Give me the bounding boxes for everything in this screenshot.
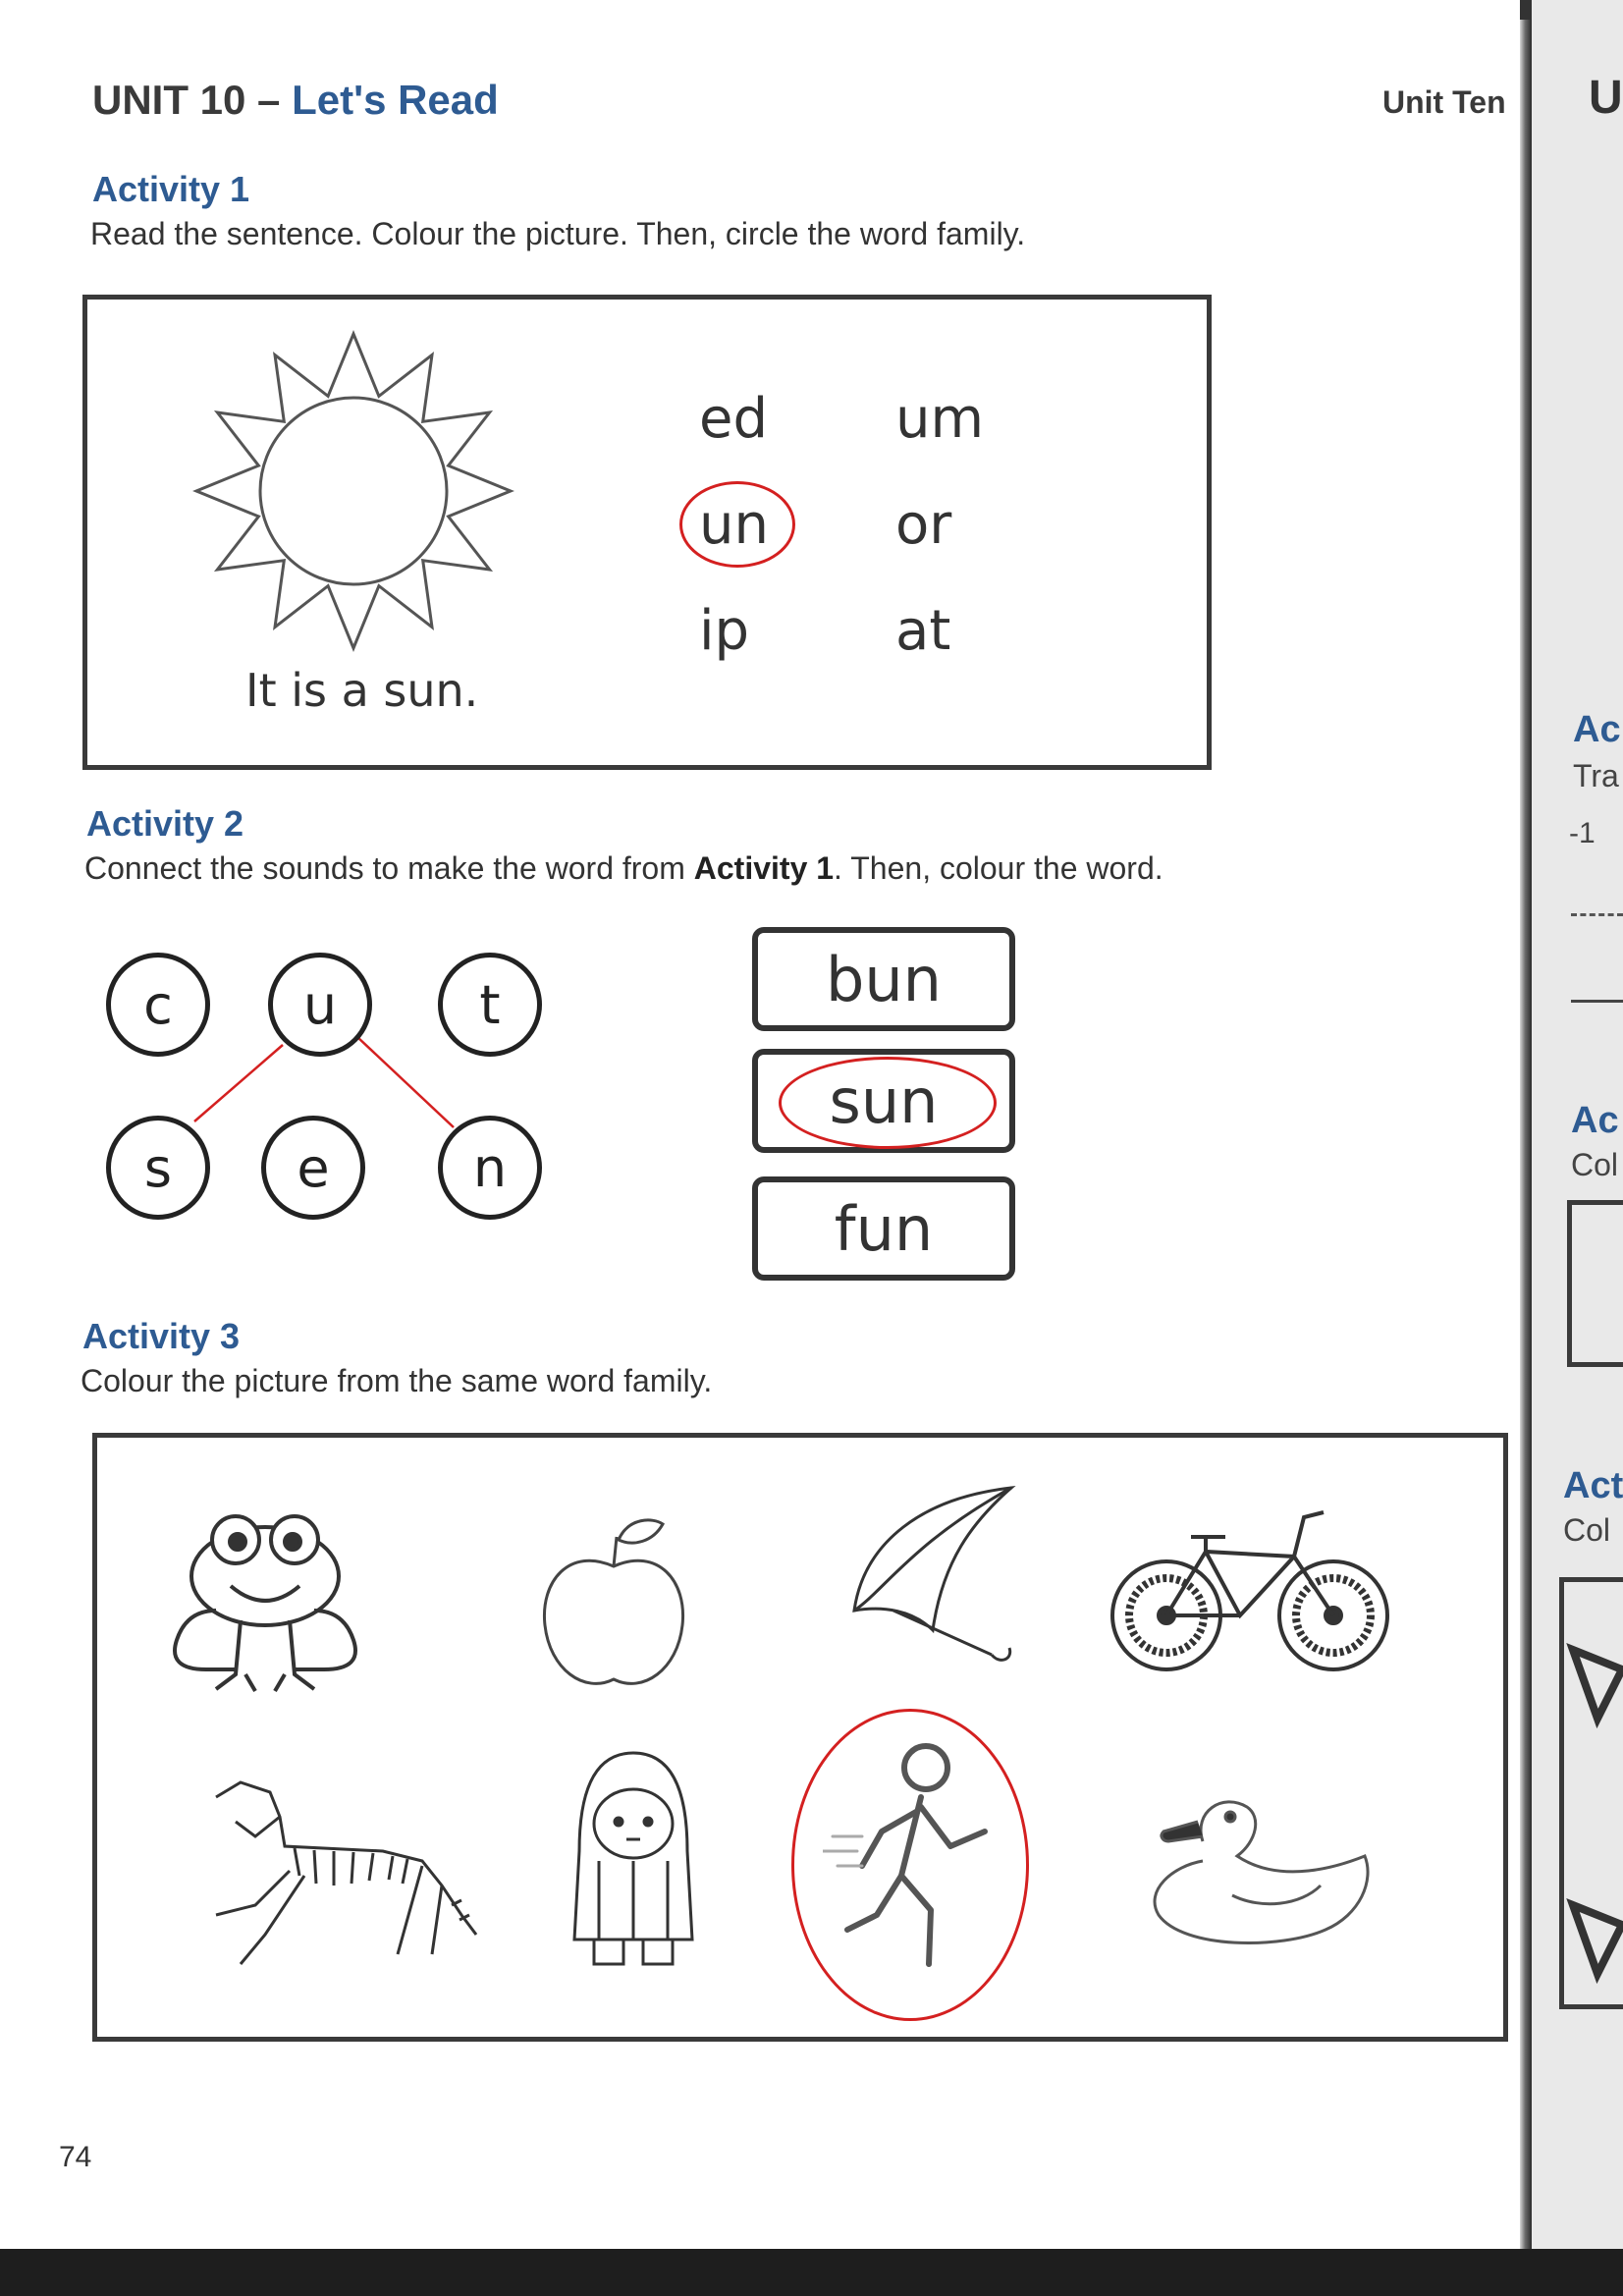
apple-icon[interactable] (530, 1512, 697, 1699)
tiger-icon[interactable] (196, 1768, 491, 1974)
activity2-instruction: Connect the sounds to make the word from Activity 1. Then, colour the word. (84, 850, 1163, 886)
umbrella-icon[interactable] (844, 1483, 1021, 1669)
next-page-fragment: Tra (1573, 758, 1619, 793)
sound-circle-t[interactable]: t (438, 953, 542, 1057)
word-family-un[interactable]: un (699, 493, 769, 557)
activity3-heading: Activity 3 (82, 1316, 241, 1356)
next-page-edge (1532, 0, 1623, 2296)
bicycle-icon[interactable] (1098, 1503, 1402, 1679)
next-page-fragment: Col (1571, 1147, 1619, 1182)
word-family-at[interactable]: at (895, 599, 951, 663)
word-family-ed[interactable]: ed (699, 387, 768, 451)
word-family-ip[interactable]: ip (699, 599, 750, 663)
sound-circle-c[interactable]: c (106, 953, 210, 1057)
sound-circle-s[interactable]: s (106, 1116, 210, 1220)
running-head: Unit Ten (1382, 84, 1506, 120)
next-page-fragment: Col (1563, 1512, 1611, 1548)
word-family-um[interactable]: um (895, 387, 985, 451)
next-page-header: U (1589, 72, 1623, 124)
answer-circle (779, 1057, 997, 1149)
activity3-instruction: Colour the picture from the same word family. (81, 1363, 713, 1398)
activity1-sentence: It is a sun. (245, 664, 479, 717)
activity1-heading: Activity 1 (92, 169, 250, 209)
next-page-fragment: -1 (1569, 817, 1596, 849)
activity1-instruction: Read the sentence. Colour the picture. Then, circle the word family. (90, 216, 1026, 251)
unit-title (92, 77, 499, 124)
sound-circle-n[interactable]: n (438, 1116, 542, 1220)
unit-subtitle: Let's Read (292, 77, 499, 123)
trace-line (1571, 1000, 1623, 1003)
next-page-fragment: Ac (1573, 709, 1621, 750)
nun-icon[interactable] (560, 1743, 707, 1974)
next-page-box (1567, 1200, 1623, 1367)
word-box-fun[interactable]: fun (752, 1176, 1015, 1281)
answer-circle (791, 1709, 1029, 2021)
sun-icon[interactable] (191, 329, 515, 653)
unit-label: UNIT 10 – (92, 77, 293, 123)
answer-circle (679, 481, 795, 568)
sound-circle-e[interactable]: e (261, 1116, 365, 1220)
book-spine (1520, 0, 1532, 2296)
next-page-fragment: Ac (1571, 1100, 1619, 1141)
page-number: 74 (59, 2141, 92, 2173)
word-family-or[interactable]: or (895, 493, 952, 557)
word-box-sun[interactable]: sun (752, 1049, 1015, 1153)
sound-circle-u[interactable]: u (268, 953, 372, 1057)
activity2-heading: Activity 2 (86, 803, 244, 844)
next-page-fragment: Act (1563, 1465, 1623, 1506)
frog-icon[interactable] (147, 1503, 383, 1699)
trace-line (1571, 913, 1623, 916)
scan-edge (0, 2249, 1623, 2296)
star-icon (1563, 1630, 1623, 2003)
duck-icon[interactable] (1124, 1787, 1389, 1964)
word-box-bun[interactable]: bun (752, 927, 1015, 1031)
